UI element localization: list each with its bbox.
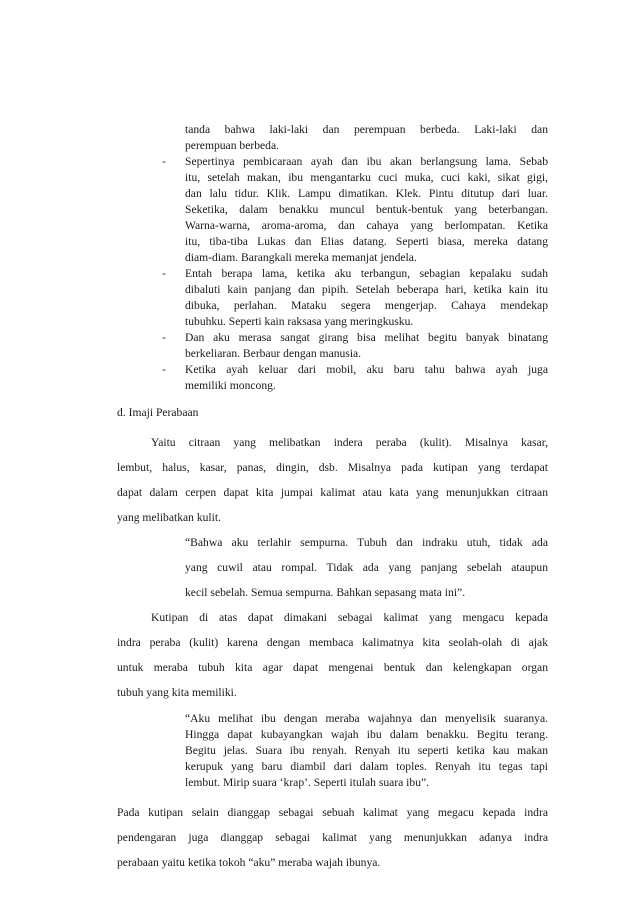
bullet-line: tubuhku. Seperti kain raksasa yang meringkusku.	[185, 315, 414, 328]
bullet-line: Warna-warna, aroma-aroma, dan cahaya yang berlompatan. Ketika	[185, 219, 548, 232]
paragraph-line: Yaitu citraan yang melibatkan indera peraba (kulit). Misalnya kasar,	[151, 436, 548, 449]
bullet-line: dibaluti kain panjang dan pipih. Setelah beberapa hari, ketika kain itu	[185, 283, 548, 296]
section-heading: d. Imaji Perabaan	[117, 406, 199, 419]
bullet-line: Dan aku merasa sangat girang bisa melihat begitu banyak binatang	[185, 331, 548, 344]
quote-line: “Aku melihat ibu dengan meraba wajahnya dan menyelisik suaranya.	[185, 712, 548, 725]
paragraph-line: Kutipan di atas dapat dimakani sebagai kalimat yang mengacu kepada	[151, 611, 548, 624]
bullet-line: berkeliaran. Berbaur dengan manusia.	[185, 347, 362, 360]
quote-line: lembut. Mirip suara ‘krap’. Seperti itulah suara ibu”.	[185, 776, 430, 789]
bullet-line: dan lalu tidur. Klik. Lampu dimatikan. Klek. Pintu ditutup dari luar.	[185, 187, 548, 200]
quote-line: kerupuk yang baru diambil dari dalam toples. Renyah itu tegas tapi	[185, 760, 548, 773]
bullet-line: Sepertinya pembicaraan ayah dan ibu akan berlangsung lama. Sebab	[185, 155, 548, 168]
bullet-dash: -	[162, 155, 166, 168]
quote-line: Hingga dapat kubayangkan wajah ibu dalam benakku. Begitu terang.	[185, 728, 548, 741]
quote-line: yang cuwil atau rompal. Tidak ada yang panjang sebelah ataupun	[185, 561, 548, 574]
bullet-dash: -	[162, 267, 166, 280]
bullet-line: Seketika, dalam benakku muncul bentuk-bentuk yang beterbangan.	[185, 203, 548, 216]
bullet-line: memiliki moncong.	[185, 379, 276, 392]
paragraph-line: tubuh yang kita memiliki.	[117, 686, 237, 699]
paragraph-line: Pada kutipan selain dianggap sebagai sebuah kalimat yang megacu kepada indra	[117, 806, 548, 819]
bullet-line: diam-diam. Barangkali mereka memanjat jendela.	[185, 251, 417, 264]
paragraph-line: lembut, halus, kasar, panas, dingin, dsb. Misalnya pada kutipan yang terdapat	[117, 461, 548, 474]
quote-line: “Bahwa aku terlahir sempurna. Tubuh dan indraku utuh, tidak ada	[185, 536, 548, 549]
bullet-line: Ketika ayah keluar dari mobil, aku baru tahu bahwa ayah juga	[185, 363, 548, 376]
bullet-dash: -	[162, 331, 166, 344]
bullet-dash: -	[162, 363, 166, 376]
bullet-line: Entah berapa lama, ketika aku terbangun, sebagian kepalaku sudah	[185, 267, 548, 280]
quote-line: kecil sebelah. Semua sempurna. Bahkan sepasang mata ini”.	[185, 586, 466, 599]
bullet-line: itu, tiba-tiba Lukas dan Elias datang. Seperti biasa, mereka datang	[185, 235, 548, 248]
paragraph-line: untuk meraba tubuh kita agar dapat mengenai bentuk dan kelengkapan organ	[117, 661, 548, 674]
paragraph-line: perabaan yaitu ketika tokoh “aku” meraba wajah ibunya.	[117, 856, 381, 869]
paragraph-line: pendengaran juga dianggap sebagai kalimat yang menunjukkan adanya indra	[117, 831, 548, 844]
paragraph-line: yang melibatkan kulit.	[117, 511, 221, 524]
quote-line: Begitu jelas. Suara ibu renyah. Renyah itu seperti ketika kau makan	[185, 744, 548, 757]
bullet-line: dibuka, perlahan. Mataku segera mengerjap. Cahaya mendekap	[185, 299, 548, 312]
paragraph-line: dapat dalam cerpen dapat kita jumpai kalimat atau kata yang menunjukkan citraan	[117, 486, 548, 499]
bullet-line: tanda bahwa laki-laki dan perempuan berbeda. Laki-laki dan	[185, 123, 548, 136]
paragraph-line: indra peraba (kulit) karena dengan membaca kalimatnya kita seolah-olah di ajak	[117, 636, 548, 649]
bullet-line: itu, setelah makan, ibu mengantarku cuci muka, cuci kaki, sikat gigi,	[185, 171, 548, 184]
bullet-line: perempuan berbeda.	[185, 139, 279, 152]
